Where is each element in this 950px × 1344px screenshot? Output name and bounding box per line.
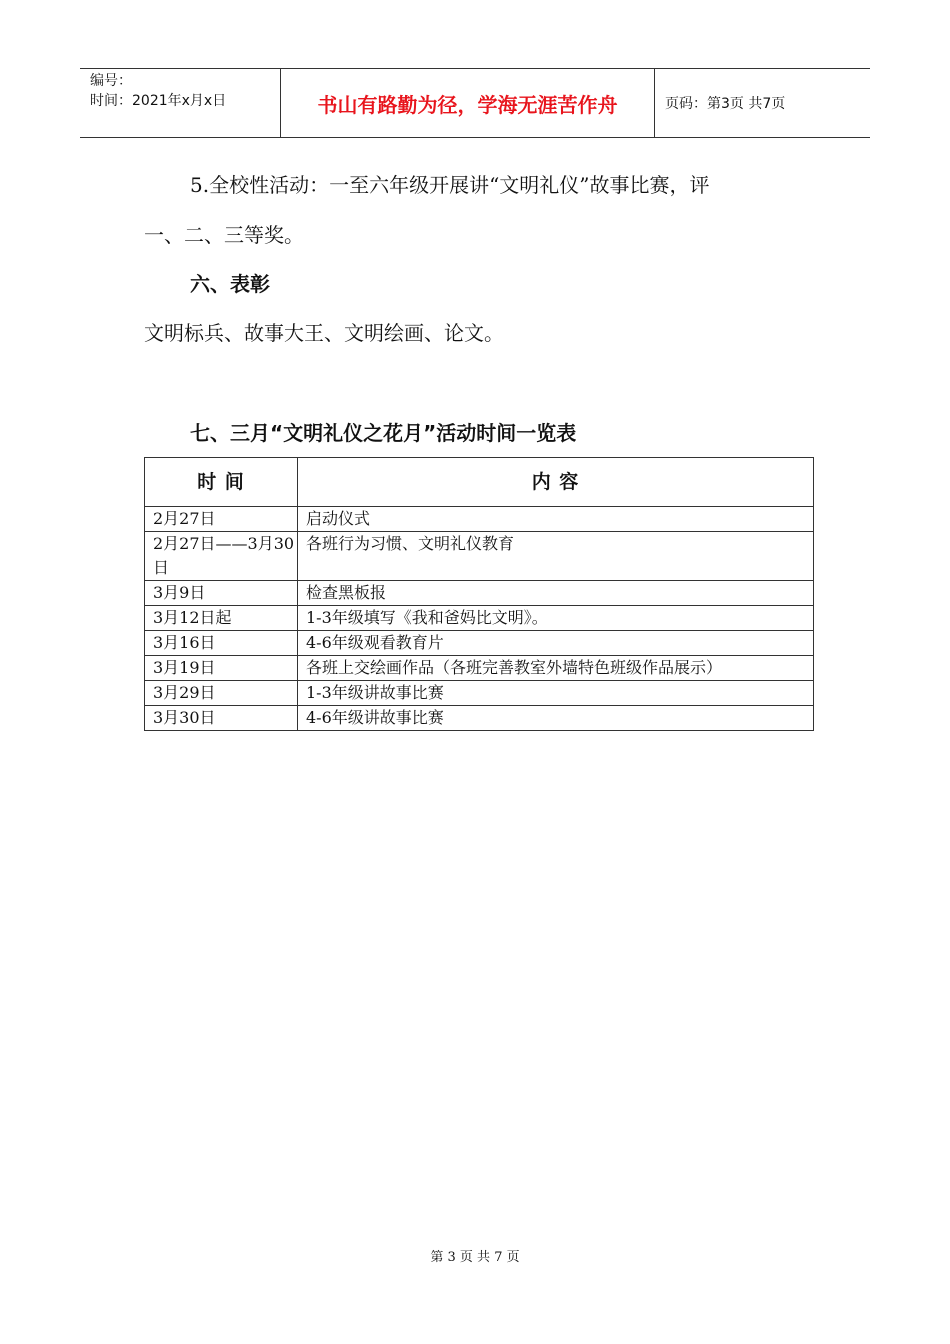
header-info (80, 69, 280, 137)
row-content: 各班上交绘画作品（各班完善教室外墙特色班级作品展示） (298, 656, 814, 681)
number-label: 编号： (90, 73, 132, 89)
row-content: 4-6年级观看教育片 (298, 631, 814, 656)
page-footer: 第 3 页 共 7 页 (430, 1250, 520, 1265)
table-row (145, 507, 814, 532)
section6-text: 文明标兵、故事大王、文明绘画、论文。 (144, 321, 504, 345)
row-time: 2月27日 (145, 507, 298, 532)
row-time: 3月12日起 (145, 606, 298, 631)
row-time: 2月27日——3月30日 (145, 532, 298, 581)
schedule-table (144, 457, 814, 731)
section7-title: 七、三月“文明礼仪之花月”活动时间一览表 (190, 421, 577, 445)
table-row (145, 532, 814, 581)
row-content: 启动仪式 (298, 507, 814, 532)
item5-line2: 一、二、三等奖。 (144, 223, 304, 247)
header-motto: 书山有路勤为径，学海无涯苦作舟 (280, 69, 655, 137)
time-label: 时间：2021年x月x日 (90, 93, 227, 109)
row-time: 3月30日 (145, 706, 298, 731)
column-header-content: 内 容 (298, 458, 814, 507)
table-header-row (145, 458, 814, 507)
row-content: 检查黑板报 (298, 581, 814, 606)
section6-title: 六、表彰 (190, 272, 270, 296)
row-content: 各班行为习惯、文明礼仪教育 (298, 532, 814, 581)
row-content: 4-6年级讲故事比赛 (298, 706, 814, 731)
row-time: 3月9日 (145, 581, 298, 606)
header-table (80, 68, 870, 138)
table-row (145, 631, 814, 656)
row-time: 3月16日 (145, 631, 298, 656)
table-row (145, 681, 814, 706)
row-time: 3月29日 (145, 681, 298, 706)
page-label: 页码：第3页 共7页 (665, 96, 786, 112)
column-header-time: 时 间 (145, 458, 298, 507)
row-content: 1-3年级讲故事比赛 (298, 681, 814, 706)
table-row (145, 706, 814, 731)
table-row (145, 606, 814, 631)
row-time: 3月19日 (145, 656, 298, 681)
row-content: 1-3年级填写《我和爸妈比文明》。 (298, 606, 814, 631)
table-row (145, 581, 814, 606)
table-row (145, 656, 814, 681)
item5-line1: 5.全校性活动：一至六年级开展讲“文明礼仪”故事比赛，评 (190, 173, 710, 197)
